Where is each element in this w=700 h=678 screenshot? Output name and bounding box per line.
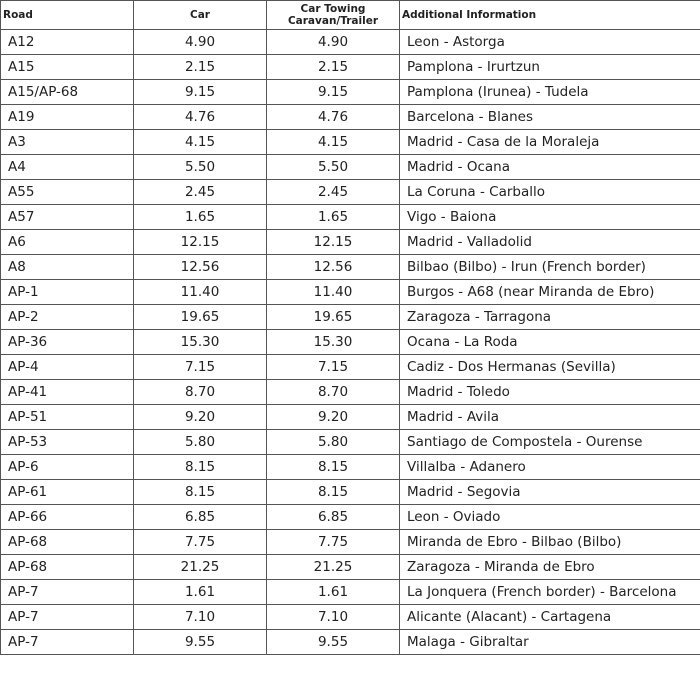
cell-towing: 8.15	[267, 455, 400, 480]
cell-road: AP-7	[1, 605, 134, 630]
cell-road: AP-66	[1, 505, 134, 530]
cell-car: 11.40	[134, 280, 267, 305]
cell-road: A15	[1, 55, 134, 80]
cell-towing: 9.20	[267, 405, 400, 430]
cell-car: 5.50	[134, 155, 267, 180]
cell-road: AP-53	[1, 430, 134, 455]
cell-towing: 9.15	[267, 80, 400, 105]
cell-car: 2.45	[134, 180, 267, 205]
cell-car: 15.30	[134, 330, 267, 355]
cell-car: 21.25	[134, 555, 267, 580]
table-row	[1, 80, 700, 105]
cell-towing: 2.15	[267, 55, 400, 80]
cell-car: 4.76	[134, 105, 267, 130]
cell-info: Ocana - La Roda	[400, 330, 700, 355]
cell-car: 8.15	[134, 455, 267, 480]
table-row	[1, 405, 700, 430]
cell-towing: 11.40	[267, 280, 400, 305]
header-towing	[267, 1, 400, 30]
cell-car: 6.85	[134, 505, 267, 530]
table-row	[1, 130, 700, 155]
cell-info: Madrid - Ocana	[400, 155, 700, 180]
cell-road: AP-2	[1, 305, 134, 330]
table-row	[1, 355, 700, 380]
table-row	[1, 55, 700, 80]
header-car: Car	[134, 1, 267, 30]
cell-info: Zaragoza - Tarragona	[400, 305, 700, 330]
cell-road: A19	[1, 105, 134, 130]
cell-info: Burgos - A68 (near Miranda de Ebro)	[400, 280, 700, 305]
cell-car: 1.65	[134, 205, 267, 230]
cell-towing: 8.15	[267, 480, 400, 505]
cell-car: 7.75	[134, 530, 267, 555]
table-row	[1, 105, 700, 130]
table-row	[1, 380, 700, 405]
cell-info: Leon - Oviado	[400, 505, 700, 530]
cell-car: 8.70	[134, 380, 267, 405]
cell-road: AP-36	[1, 330, 134, 355]
cell-car: 4.90	[134, 30, 267, 55]
cell-towing: 9.55	[267, 630, 400, 655]
cell-car: 4.15	[134, 130, 267, 155]
cell-car: 8.15	[134, 480, 267, 505]
cell-car: 12.15	[134, 230, 267, 255]
header-towing-line2: Caravan/Trailer	[287, 15, 379, 27]
cell-car: 7.15	[134, 355, 267, 380]
cell-towing: 4.15	[267, 130, 400, 155]
cell-car: 9.55	[134, 630, 267, 655]
cell-towing: 5.80	[267, 430, 400, 455]
cell-car: 9.20	[134, 405, 267, 430]
cell-road: A12	[1, 30, 134, 55]
table-row	[1, 230, 700, 255]
cell-info: Vigo - Baiona	[400, 205, 700, 230]
table-row	[1, 280, 700, 305]
table-row	[1, 180, 700, 205]
cell-towing: 7.75	[267, 530, 400, 555]
cell-info: Madrid - Casa de la Moraleja	[400, 130, 700, 155]
cell-road: AP-7	[1, 630, 134, 655]
cell-info: Bilbao (Bilbo) - Irun (French border)	[400, 255, 700, 280]
cell-info: Madrid - Avila	[400, 405, 700, 430]
table-row	[1, 605, 700, 630]
table-row	[1, 480, 700, 505]
table-row	[1, 205, 700, 230]
cell-towing: 6.85	[267, 505, 400, 530]
cell-road: AP-68	[1, 555, 134, 580]
table-row	[1, 630, 700, 655]
cell-road: A3	[1, 130, 134, 155]
cell-towing: 1.61	[267, 580, 400, 605]
table-row	[1, 505, 700, 530]
cell-info: Madrid - Toledo	[400, 380, 700, 405]
header-row	[1, 1, 700, 30]
cell-towing: 15.30	[267, 330, 400, 355]
cell-info: Santiago de Compostela - Ourense	[400, 430, 700, 455]
cell-towing: 7.10	[267, 605, 400, 630]
cell-car: 12.56	[134, 255, 267, 280]
cell-road: AP-6	[1, 455, 134, 480]
table-row	[1, 580, 700, 605]
cell-road: A57	[1, 205, 134, 230]
cell-info: Pamplona (Irunea) - Tudela	[400, 80, 700, 105]
cell-road: AP-41	[1, 380, 134, 405]
table-row	[1, 555, 700, 580]
cell-car: 7.10	[134, 605, 267, 630]
cell-car: 19.65	[134, 305, 267, 330]
cell-info: La Coruna - Carballo	[400, 180, 700, 205]
cell-towing: 21.25	[267, 555, 400, 580]
cell-towing: 2.45	[267, 180, 400, 205]
cell-info: Cadiz - Dos Hermanas (Sevilla)	[400, 355, 700, 380]
cell-info: Leon - Astorga	[400, 30, 700, 55]
header-road: Road	[1, 1, 134, 30]
cell-road: A55	[1, 180, 134, 205]
cell-info: Barcelona - Blanes	[400, 105, 700, 130]
table-row	[1, 155, 700, 180]
header-info: Additional Information	[400, 1, 700, 30]
table-row	[1, 30, 700, 55]
cell-info: Madrid - Segovia	[400, 480, 700, 505]
cell-info: Malaga - Gibraltar	[400, 630, 700, 655]
cell-towing: 4.76	[267, 105, 400, 130]
cell-car: 5.80	[134, 430, 267, 455]
cell-road: A8	[1, 255, 134, 280]
cell-road: A15/AP-68	[1, 80, 134, 105]
cell-towing: 12.56	[267, 255, 400, 280]
cell-car: 1.61	[134, 580, 267, 605]
cell-info: Zaragoza - Miranda de Ebro	[400, 555, 700, 580]
table-row	[1, 530, 700, 555]
cell-road: AP-7	[1, 580, 134, 605]
cell-road: AP-4	[1, 355, 134, 380]
cell-towing: 7.15	[267, 355, 400, 380]
cell-towing: 8.70	[267, 380, 400, 405]
cell-info: Pamplona - Irurtzun	[400, 55, 700, 80]
cell-info: Miranda de Ebro - Bilbao (Bilbo)	[400, 530, 700, 555]
table-row	[1, 455, 700, 480]
cell-info: Madrid - Valladolid	[400, 230, 700, 255]
cell-road: A4	[1, 155, 134, 180]
cell-road: AP-1	[1, 280, 134, 305]
cell-towing: 12.15	[267, 230, 400, 255]
table-row	[1, 305, 700, 330]
cell-car: 2.15	[134, 55, 267, 80]
cell-towing: 4.90	[267, 30, 400, 55]
cell-info: Villalba - Adanero	[400, 455, 700, 480]
cell-road: AP-68	[1, 530, 134, 555]
cell-road: AP-61	[1, 480, 134, 505]
cell-info: Alicante (Alacant) - Cartagena	[400, 605, 700, 630]
header-towing-line1: Car Towing	[300, 3, 366, 15]
table-row	[1, 430, 700, 455]
cell-road: A6	[1, 230, 134, 255]
cell-info: La Jonquera (French border) - Barcelona	[400, 580, 700, 605]
cell-car: 9.15	[134, 80, 267, 105]
table-row	[1, 255, 700, 280]
cell-road: AP-51	[1, 405, 134, 430]
cell-towing: 5.50	[267, 155, 400, 180]
table-row	[1, 330, 700, 355]
cell-towing: 1.65	[267, 205, 400, 230]
cell-towing: 19.65	[267, 305, 400, 330]
